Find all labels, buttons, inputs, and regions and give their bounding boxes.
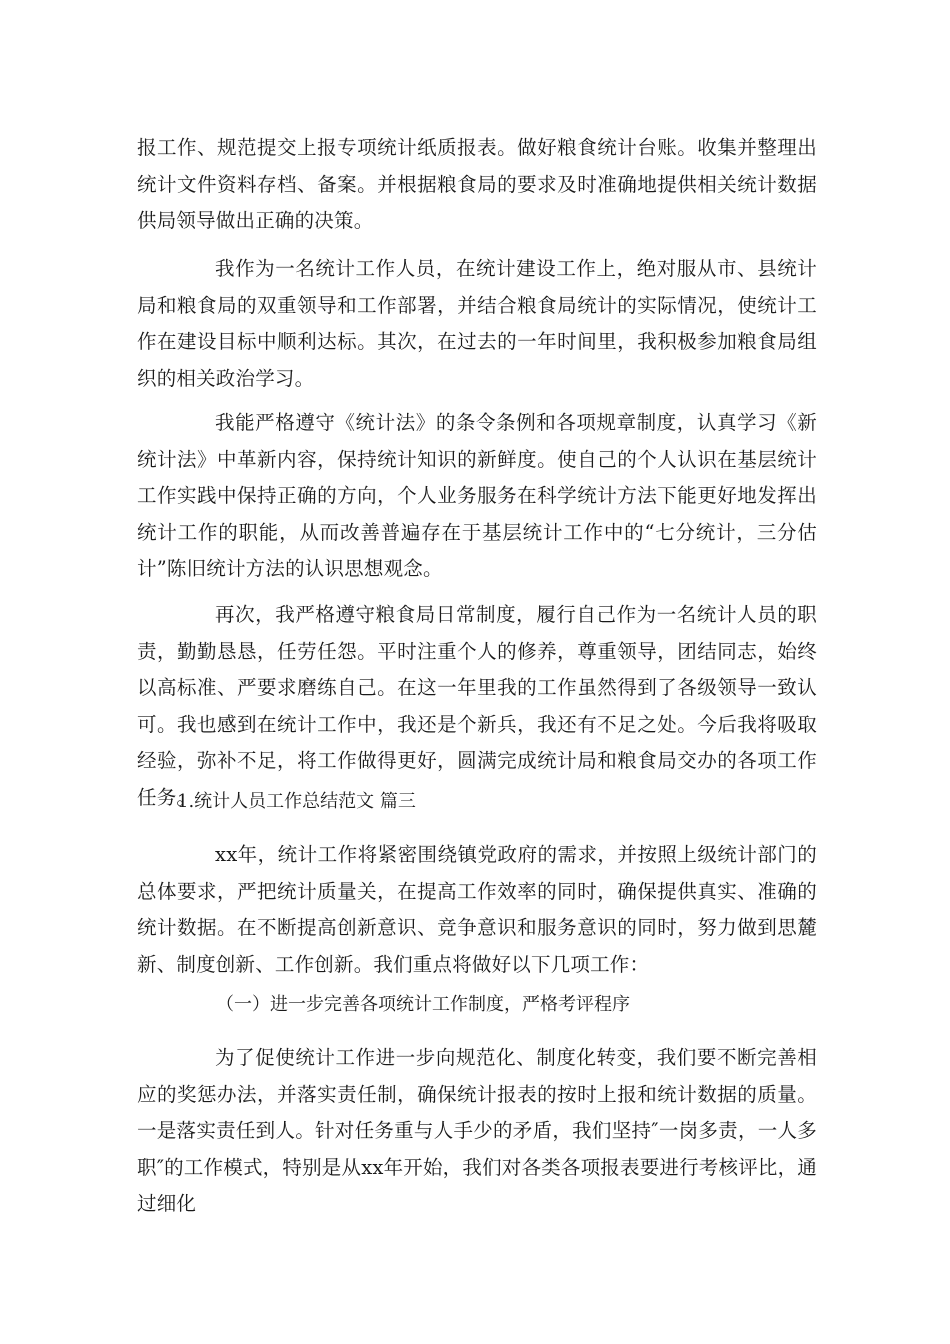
paragraph-3: 我能严格遵守《统计法》的条令条例和各项规章制度，认真学习《新统计法》中革新内容，保持统计知识的新鲜度。使自己的个人认识在基层统计工作实践中保持正确的方向，个人业务服务在科学统计方法下能更好地发挥出统计工作的职能，从而改善普遍存在于基层统计工作中的“七分统计，三分估计”陈旧统计方法的认识思想观念。 xyxy=(137,411,817,581)
paragraph-4: 再次，我严格遵守粮食局日常制度，履行自己作为一名统计人员的职责，勤勤恳恳，任劳任怨。平时注重个人的修养，尊重领导，团结同志，始终以高标准、严要求磨练自己。在这一年里我的工作虽然得到了各级领导一致认可。我也感到在统计工作中，我还是个新兵，我还有不足之处。今后我将吸取经验，弥补不足，将工作做得更好，圆满完成统计局和粮食局交办的各项工作任务。 xyxy=(137,603,817,809)
paragraph-2: 我作为一名统计工作人员，在统计建设工作上，绝对服从市、县统计局和粮食局的双重领导和工作部署，并结合粮食局统计的实际情况，使统计工作在建设目标中顺利达标。其次，在过去的一年时间里，我积极参加粮食局组织的相关政治学习。 xyxy=(137,257,817,390)
section-heading: 1.统计人员工作总结范文 篇三 xyxy=(177,791,416,812)
paragraph-6: 为了促使统计工作进一步向规范化、制度化转变，我们要不断完善相应的奖惩办法，并落实责任制，确保统计报表的按时上报和统计数据的质量。一是落实责任到人。针对任务重与人手少的矛盾，我们坚持″一岗多责，一人多职″的工作模式，特别是从xx年开始，我们对各类各项报表要进行考核评比，通过细化 xyxy=(137,1046,817,1216)
sub-heading: （一）进一步完善各项统计工作制度，严格考评程序 xyxy=(216,994,630,1015)
paragraph-5: xx年，统计工作将紧密围绕镇党政府的需求，并按照上级统计部门的总体要求，严把统计质量关，在提高工作效率的同时，确保提供真实、准确的统计数据。在不断提高创新意识、竞争意识和服务意识的同时，努力做到思麓新、制度创新、工作创新。我们重点将做好以下几项工作： xyxy=(137,843,817,976)
paragraph-1: 报工作、规范提交上报专项统计纸质报表。做好粮食统计台账。收集并整理出统计文件资料存档、备案。并根据粮食局的要求及时准确地提供相关统计数据供局领导做出正确的决策。 xyxy=(137,136,817,233)
